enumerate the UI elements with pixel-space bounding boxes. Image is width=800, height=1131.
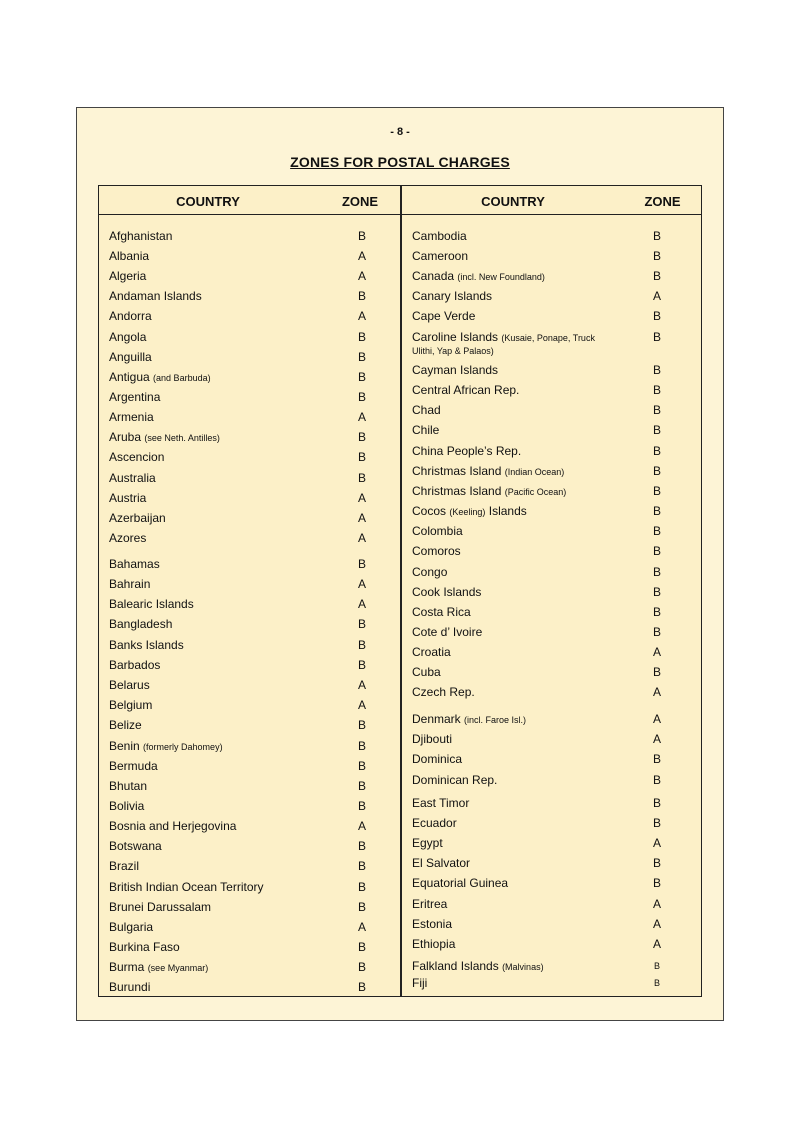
country-name — [109, 980, 150, 994]
zone-value: B — [652, 383, 661, 397]
country-name-text: Cayman Islands — [412, 363, 499, 377]
country-name — [109, 880, 264, 894]
country-name-text: Australia — [109, 471, 156, 485]
country-name-text: Central African Rep. — [412, 383, 520, 397]
country-name-text: Djibouti — [412, 732, 453, 746]
country-name-text: Aruba — [109, 430, 142, 444]
right-country-list — [402, 186, 701, 996]
zone-value: B — [652, 524, 661, 538]
country-note: (Indian Ocean) — [504, 467, 565, 477]
zone-value: A — [357, 920, 366, 934]
country-name — [412, 423, 439, 437]
country-name-text: Fiji — [412, 976, 428, 990]
page-title: ZONES FOR POSTAL CHARGES — [290, 154, 510, 170]
country-name-text: Falkland Islands — [412, 959, 499, 973]
zone-value: B — [652, 464, 661, 478]
country-name — [109, 718, 142, 732]
zone-value: A — [357, 249, 366, 263]
country-name-text: Colombia — [412, 524, 463, 538]
zone-value: B — [357, 638, 366, 652]
country-name — [412, 959, 544, 974]
country-name — [109, 597, 194, 611]
country-name — [412, 504, 527, 519]
country-name — [109, 900, 211, 914]
zone-value: B — [357, 880, 366, 894]
zone-value: A — [357, 577, 366, 591]
country-name — [412, 585, 481, 599]
country-name — [109, 839, 162, 853]
zone-value: B — [652, 444, 661, 458]
zone-value: B — [652, 625, 661, 639]
country-name-text: Bangladesh — [109, 617, 173, 631]
zone-value: B — [357, 839, 366, 853]
country-name-text: Croatia — [412, 645, 451, 659]
zone-value: B — [652, 752, 661, 766]
country-name-text: Belgium — [109, 698, 153, 712]
zone-value: B — [652, 605, 661, 619]
zone-value: A — [357, 511, 366, 525]
zone-value: B — [357, 940, 366, 954]
country-name-text: Ascencion — [109, 450, 165, 464]
country-name-text: Dominican Rep. — [412, 773, 498, 787]
country-name-text: Ethiopia — [412, 937, 456, 951]
country-name-text: Azores — [109, 531, 147, 545]
country-name-text: Armenia — [109, 410, 154, 424]
country-name — [109, 819, 236, 833]
country-name-text: Burundi — [109, 980, 151, 994]
country-name-text: Bahrain — [109, 577, 151, 591]
country-name-text: Denmark — [412, 712, 461, 726]
zone-value: B — [357, 229, 366, 243]
country-name-text: Algeria — [109, 269, 147, 283]
header-country: COUNTRY — [481, 194, 545, 209]
country-name-text: Bosnia and Herjegovina — [109, 819, 237, 833]
country-name — [412, 732, 452, 746]
country-note: (and Barbuda) — [153, 373, 211, 383]
zone-value: B — [357, 718, 366, 732]
country-name — [412, 856, 470, 870]
country-name — [412, 876, 508, 890]
zone-value: A — [652, 289, 661, 303]
country-name-text: Bahamas — [109, 557, 160, 571]
country-name-text: Bermuda — [109, 759, 158, 773]
zone-value: A — [652, 685, 661, 699]
country-name — [109, 511, 166, 525]
country-name-text: Benin — [109, 739, 140, 753]
zone-value: B — [652, 816, 661, 830]
zone-value: B — [652, 544, 661, 558]
country-note: (formerly Dahomey) — [143, 742, 223, 752]
country-note: (see Myanmar) — [147, 963, 209, 973]
country-name — [412, 796, 469, 810]
country-name-text: Balearic Islands — [109, 597, 194, 611]
zone-value: A — [357, 597, 366, 611]
zone-value: B — [652, 309, 661, 323]
country-name-text: Brazil — [109, 859, 140, 873]
zone-value: B — [653, 978, 660, 988]
country-name-text: Dominica — [412, 752, 463, 766]
country-name — [412, 976, 427, 990]
zone-value: A — [652, 836, 661, 850]
country-name — [109, 450, 164, 464]
country-note-continued: Ulithi, Yap & Palaos) — [412, 346, 494, 356]
zone-value: A — [357, 678, 366, 692]
country-name — [109, 410, 154, 424]
zone-value: A — [357, 269, 366, 283]
zone-value: B — [357, 779, 366, 793]
zone-value: B — [652, 484, 661, 498]
zone-value: A — [357, 819, 366, 833]
country-name-text: British Indian Ocean Territory — [109, 880, 264, 894]
zone-value: B — [357, 370, 366, 384]
page-panel — [76, 107, 724, 1021]
country-name-text: Cape Verde — [412, 309, 476, 323]
country-name — [109, 960, 208, 975]
country-name — [412, 289, 492, 303]
zone-value: B — [652, 565, 661, 579]
country-name-text: Estonia — [412, 917, 453, 931]
zone-value: B — [652, 229, 661, 243]
country-name — [109, 269, 146, 283]
zone-value: B — [357, 980, 366, 994]
country-name-text: Chad — [412, 403, 441, 417]
zone-value: B — [652, 363, 661, 377]
left-country-list — [99, 186, 400, 996]
country-name — [109, 430, 220, 445]
country-name-text: Canary Islands — [412, 289, 493, 303]
zone-value: A — [357, 309, 366, 323]
country-name — [109, 557, 160, 571]
country-name — [412, 269, 545, 284]
country-name — [109, 309, 152, 323]
zone-value: B — [652, 665, 661, 679]
country-name — [412, 383, 519, 397]
country-name-text: Cook Islands — [412, 585, 482, 599]
country-name-text: Andaman Islands — [109, 289, 202, 303]
zone-value: A — [652, 937, 661, 951]
country-name — [412, 752, 462, 766]
zone-value: B — [652, 249, 661, 263]
country-name-text: Antigua — [109, 370, 150, 384]
country-note: (Malvinas) — [502, 962, 544, 972]
country-name-text: El Salvator — [412, 856, 471, 870]
country-name-text: Comoros — [412, 544, 461, 558]
country-name-text: Chile — [412, 423, 440, 437]
country-name — [109, 491, 146, 505]
country-name-text: Argentina — [109, 390, 161, 404]
zone-value: B — [357, 799, 366, 813]
country-name — [412, 363, 498, 377]
zones-table — [98, 185, 702, 997]
country-name — [109, 799, 144, 813]
country-name — [109, 940, 180, 954]
country-name-text: Czech Rep. — [412, 685, 475, 699]
zone-value: B — [357, 759, 366, 773]
zone-value: B — [357, 330, 366, 344]
country-name — [109, 531, 146, 545]
country-name — [109, 920, 153, 934]
country-name — [109, 658, 160, 672]
country-name-text: East Timor — [412, 796, 470, 810]
country-name-text: Botswana — [109, 839, 162, 853]
country-name-text: China People’s Rep. — [412, 444, 522, 458]
country-name-text: Caroline Islands — [412, 330, 499, 344]
country-name — [412, 229, 467, 243]
zone-value: B — [652, 330, 661, 344]
zone-value: B — [652, 773, 661, 787]
country-name — [412, 484, 566, 499]
zone-value: A — [652, 732, 661, 746]
zone-value: B — [652, 585, 661, 599]
zone-value: B — [357, 739, 366, 753]
zone-value: B — [357, 390, 366, 404]
country-name — [412, 917, 452, 931]
zone-value: B — [652, 796, 661, 810]
zone-value: B — [357, 900, 366, 914]
country-name — [412, 309, 475, 323]
zone-value: A — [357, 491, 366, 505]
country-name — [109, 390, 160, 404]
country-name-text: Equatorial Guinea — [412, 876, 509, 890]
country-name-text: Banks Islands — [109, 638, 184, 652]
country-name-text: Bhutan — [109, 779, 148, 793]
country-name — [109, 739, 223, 754]
country-name — [412, 645, 451, 659]
zone-value: A — [652, 897, 661, 911]
country-name — [109, 859, 139, 873]
country-name — [109, 289, 202, 303]
country-name — [412, 712, 526, 727]
country-name-text: Cocos — [412, 504, 447, 518]
country-note: (incl. Faroe Isl.) — [464, 715, 527, 725]
country-name — [412, 937, 455, 951]
country-name-text: Canada — [412, 269, 455, 283]
zone-value: B — [357, 960, 366, 974]
country-name — [412, 685, 475, 699]
header-zone: ZONE — [644, 194, 681, 209]
country-name — [412, 836, 443, 850]
country-name-text: Afghanistan — [109, 229, 173, 243]
country-name — [109, 330, 146, 344]
header-country: COUNTRY — [176, 194, 240, 209]
country-name — [109, 638, 184, 652]
country-name — [412, 249, 468, 263]
zone-value: B — [357, 617, 366, 631]
country-name — [109, 471, 156, 485]
zone-value: B — [357, 350, 366, 364]
country-name-text: Belarus — [109, 678, 150, 692]
country-name-text: Burkina Faso — [109, 940, 180, 954]
zone-value: A — [357, 410, 366, 424]
country-name-suffix: Islands — [488, 504, 527, 518]
country-name-text: Austria — [109, 491, 147, 505]
zone-value: B — [652, 504, 661, 518]
country-note: (Pacific Ocean) — [504, 487, 567, 497]
zone-value: A — [652, 645, 661, 659]
country-name-text: Azerbaijan — [109, 511, 166, 525]
country-name — [412, 565, 447, 579]
zone-value: B — [653, 961, 660, 971]
zone-value: A — [652, 712, 661, 726]
country-name — [412, 444, 521, 458]
country-name — [109, 229, 172, 243]
country-name-text: Anguilla — [109, 350, 152, 364]
zone-value: B — [652, 403, 661, 417]
country-name — [412, 665, 441, 679]
country-name-text: Angola — [109, 330, 147, 344]
country-name — [109, 577, 150, 591]
country-name-text: Burma — [109, 960, 145, 974]
zone-value: B — [652, 269, 661, 283]
country-name — [412, 330, 595, 345]
country-name — [412, 816, 457, 830]
zone-value: B — [357, 450, 366, 464]
country-name — [412, 897, 447, 911]
zone-value: B — [357, 557, 366, 571]
country-name-text: Barbados — [109, 658, 161, 672]
country-name — [412, 625, 482, 639]
country-name — [412, 403, 441, 417]
country-name-text: Christmas Island — [412, 464, 502, 478]
country-note: (incl. New Foundland) — [457, 272, 545, 282]
country-name-text: Bulgaria — [109, 920, 154, 934]
zone-value: B — [652, 876, 661, 890]
country-name — [109, 779, 147, 793]
country-name-text: Congo — [412, 565, 448, 579]
country-name-text: Belize — [109, 718, 142, 732]
zone-value: A — [357, 531, 366, 545]
zone-value: B — [652, 856, 661, 870]
country-name — [412, 464, 564, 479]
country-name — [412, 524, 463, 538]
zone-value: B — [357, 430, 366, 444]
country-name-text: Brunei Darussalam — [109, 900, 212, 914]
zone-value: B — [652, 423, 661, 437]
country-name-text: Andorra — [109, 309, 152, 323]
zone-value: B — [357, 289, 366, 303]
country-name-text: Ecuador — [412, 816, 457, 830]
country-name-text: Cote d’ Ivoire — [412, 625, 483, 639]
country-name-text: Cuba — [412, 665, 441, 679]
country-name — [109, 617, 172, 631]
country-name-text: Cambodia — [412, 229, 467, 243]
country-name — [109, 370, 211, 385]
country-name-text: Costa Rica — [412, 605, 471, 619]
zone-value: A — [357, 698, 366, 712]
zone-value: B — [357, 471, 366, 485]
country-note: (see Neth. Antilles) — [144, 433, 220, 443]
country-name — [412, 773, 497, 787]
country-name-text: Eritrea — [412, 897, 448, 911]
country-name — [412, 544, 461, 558]
country-name — [109, 678, 150, 692]
country-name-text: Albania — [109, 249, 150, 263]
zone-value: B — [357, 658, 366, 672]
country-name-text: Egypt — [412, 836, 443, 850]
page-number: - 8 - — [390, 126, 410, 138]
country-name — [412, 605, 471, 619]
country-name-text: Cameroon — [412, 249, 469, 263]
country-name — [109, 350, 152, 364]
header-zone: ZONE — [341, 194, 379, 209]
zone-value: A — [652, 917, 661, 931]
country-note: (Kusaie, Ponape, Truck — [501, 333, 595, 343]
country-name-text: Christmas Island — [412, 484, 502, 498]
country-name-text: Bolivia — [109, 799, 145, 813]
zone-value: B — [357, 859, 366, 873]
country-note: (Keeling) — [449, 507, 486, 517]
country-name — [109, 249, 149, 263]
country-name — [109, 698, 152, 712]
country-name — [109, 759, 158, 773]
